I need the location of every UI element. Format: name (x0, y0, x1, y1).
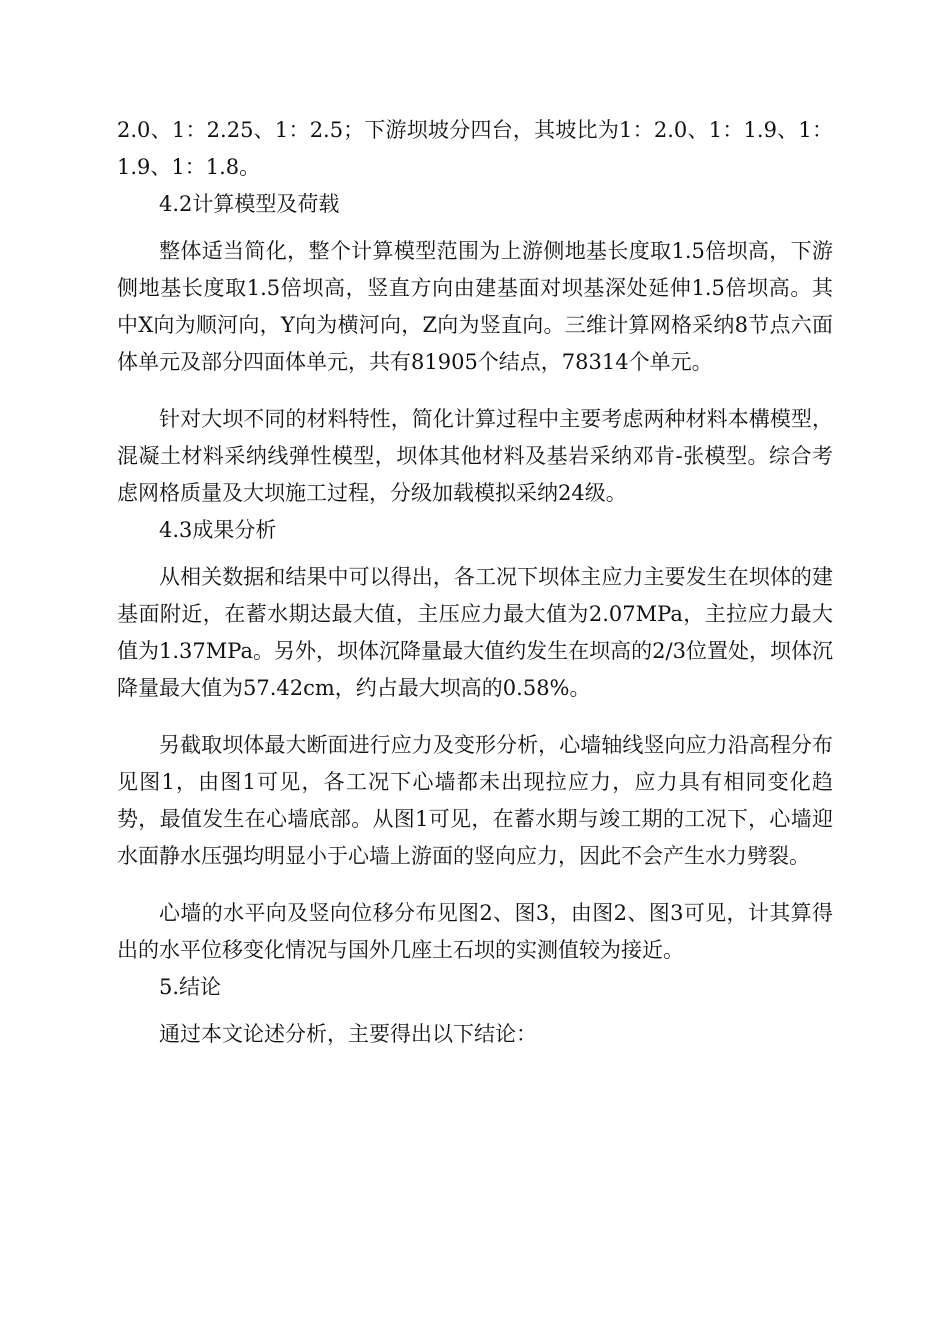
paragraph-material-model: 针对大坝不同的材料特性，简化计算过程中主要考虑两种材料本構模型，混凝土材料采纳线弹性模型，坝体其他材料及基岩采纳邓肯-张模型。综合考虑网格质量及大坝施工过程，分级加载模拟采纳24级。 (117, 407, 833, 505)
paragraph-displacement: 心墙的水平向及竖向位移分布见图2、图3，由图2、图3可见，计其算得出的水平位移变化情况与国外几座土石坝的实测值较为接近。 (117, 901, 833, 962)
paragraph-conclusion-intro: 通过本文论述分析，主要得出以下结论： (159, 1022, 537, 1046)
section-heading-5: 5.结论 (159, 975, 222, 999)
paragraph-stress-results: 从相关数据和结果中可以得出，各工况下坝体主应力主要发生在坝体的建基面附近，在蓄水期达最大值，主压应力最大值为2.07MPa，主拉应力最大值为1.37MPa。另外，坝体沉降量最大值约发生在坝高的2/3位置处，坝体沉降量最大值为57.42cm，约占最大坝高的0.58%。 (117, 565, 833, 700)
section-heading-4-2: 4.2计算模型及荷载 (159, 192, 340, 216)
paragraph-model-scope: 整体适当简化，整个计算模型范围为上游侧地基长度取1.5倍坝高，下游侧地基长度取1.5倍坝高，竖直方向由建基面对坝基深处延伸1.5倍坝高。其中X向为顺河向，Y向为横河向，Z向为竖直向。三维计算网格采纳8节点六面体单元及部分四面体单元，共有81905个结点，78314个单元。 (117, 239, 833, 374)
document-page (117, 112, 833, 1053)
paragraph-slope-ratios: 2.0、1：2.25、1：2.5；下游坝坡分四台，其坡比为1：2.0、1：1.9、1：1.9、1：1.8。 (117, 118, 833, 179)
paragraph-core-wall-stress: 另截取坝体最大断面进行应力及变形分析，心墙轴线竖向应力沿高程分布见图1，由图1可见，各工况下心墙都未出现拉应力，应力具有相同变化趋势，最值发生在心墙底部。从图1可见，在蓄水期与竣工期的工况下，心墙迎水面静水压强均明显小于心墙上游面的竖向应力，因此不会产生水力劈裂。 (117, 733, 833, 868)
section-heading-4-3: 4.3成果分析 (159, 518, 277, 542)
